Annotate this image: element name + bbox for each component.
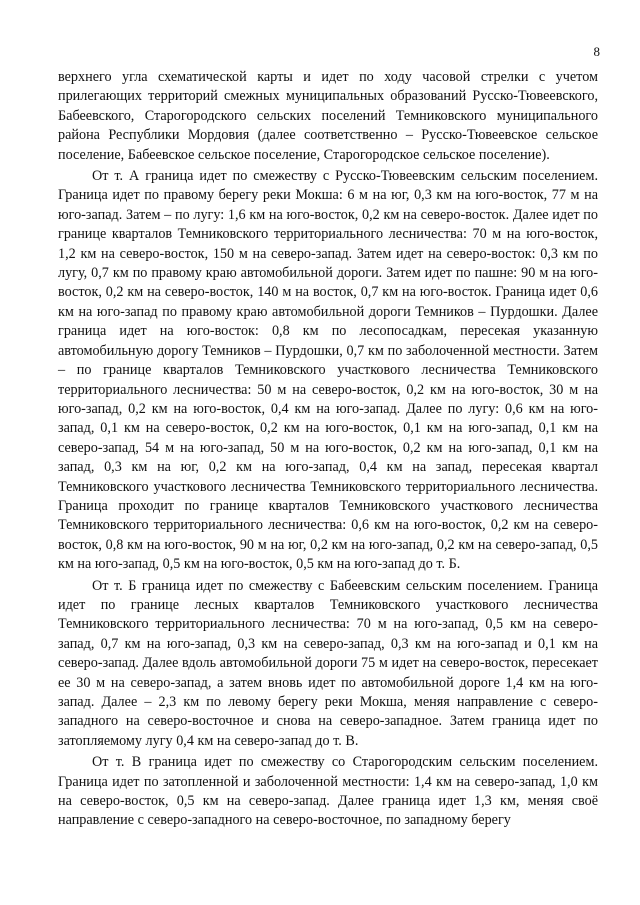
paragraph-intro-continuation: верхнего угла схематической карты и идет по ходу часовой стрелки с учетом прилегающих территорий смежных муниципальных образований Русско-Тювеевского, Бабеевского, Старогородского сельских поселений Темниковского муниципального района Республики Мордовия (далее соответственно – Русско-Тювеевское сельское поселение, Бабеевское сельское поселение, Старогородское сельское поселение).	[58, 69, 598, 163]
paragraph-point-b: От т. Б граница идет по смежеству с Бабеевским сельским поселением. Граница идет по границе лесных кварталов Темниковского участкового лесничества Темниковского территориального лесничества: 70 м на юго-запад, 0,5 км на северо-запад, 0,7 км на юго-запад, 0,3 км на северо-запад, 0,3 км на юго-запад и 0,1 км на северо-запад. Далее вдоль автомобильной дороги 75 м идет на северо-восток, пересекает ее 30 м на северо-запад, а затем вновь идет по автомобильной дороге 1,4 км на юго-запад. Далее – 2,3 км по левому берегу реки Мокша, меняя направление с северо-западного на северо-восточное и снова на северо-западное. Затем граница идет по затопляемому лугу 0,4 км на северо-запад до т. В.	[58, 577, 598, 749]
page-number: 8	[593, 44, 600, 59]
document-body	[58, 68, 598, 831]
paragraph-point-v: От т. В граница идет по смежеству со Старогородским сельским поселением. Граница идет по затопленной и заболоченной местности: 1,4 км на северо-запад, 1,0 км на северо-восток, 0,5 км на северо-запад. Далее граница идет 1,3 км, меняя своё направление с северо-западного на северо-восточное, по западному берегу	[58, 754, 598, 829]
paragraph-point-a: От т. А граница идет по смежеству с Русско-Тювеевским сельским поселением. Граница идет по правому берегу реки Мокша: 6 м на юг, 0,3 км на юго-восток, 77 м на юго-запад. Затем – по лугу: 1,6 км на юго-восток, 0,2 км на северо-восток. Далее идет по границе кварталов Темниковского территориального лесничества: 70 м на юго-восток, 1,2 км на северо-восток, 150 м на северо-запад. Затем идет на северо-восток: 0,3 км по лугу, 0,7 км по правому краю автомобильной дороги. Затем идет по пашне: 90 м на юго-восток, 0,2 км на северо-восток, 140 м на восток, 0,7 км на юго-восток. Граница идет 0,6 км на юго-запад по правому краю автомобильной дороги Темников – Пурдошки. Далее граница идет на юго-восток: 0,8 км по лесопосадкам, пересекая указанную автомобильную дорогу Темников – Пурдошки, 0,7 км по заболоченной местности. Затем – по границе кварталов Темниковского участкового лесничества Темниковского территориального лесничества: 50 м на северо-восток, 0,2 км на юго-восток, 30 м на юго-запад, 0,2 км на юго-восток, 0,4 км на юго-запад. Далее по лугу: 0,6 км на юго-запад, 0,1 км на северо-восток, 0,2 км на юго-восток, 0,1 км на юго-запад, 0,1 км на северо-запад, 54 м на юго-запад, 50 м на юго-восток, 0,2 км на юго-запад, 0,1 км на запад, 0,3 км на юг, 0,2 км на юго-запад, 0,4 км на запад, пересекая квартал Темниковского участкового лесничества Темниковского территориального лесничества. Граница проходит по границе кварталов Темниковского участкового лесничества Темниковского территориального лесничества: 0,6 км на юго-восток, 0,2 км на северо-восток, 0,8 км на юго-восток, 90 м на юг, 0,2 км на юго-запад, 0,2 км на северо-запад, 0,5 км на юго-запад, 0,5 км на юго-восток, 0,5 км на юго-запад до т. Б.	[58, 168, 598, 573]
